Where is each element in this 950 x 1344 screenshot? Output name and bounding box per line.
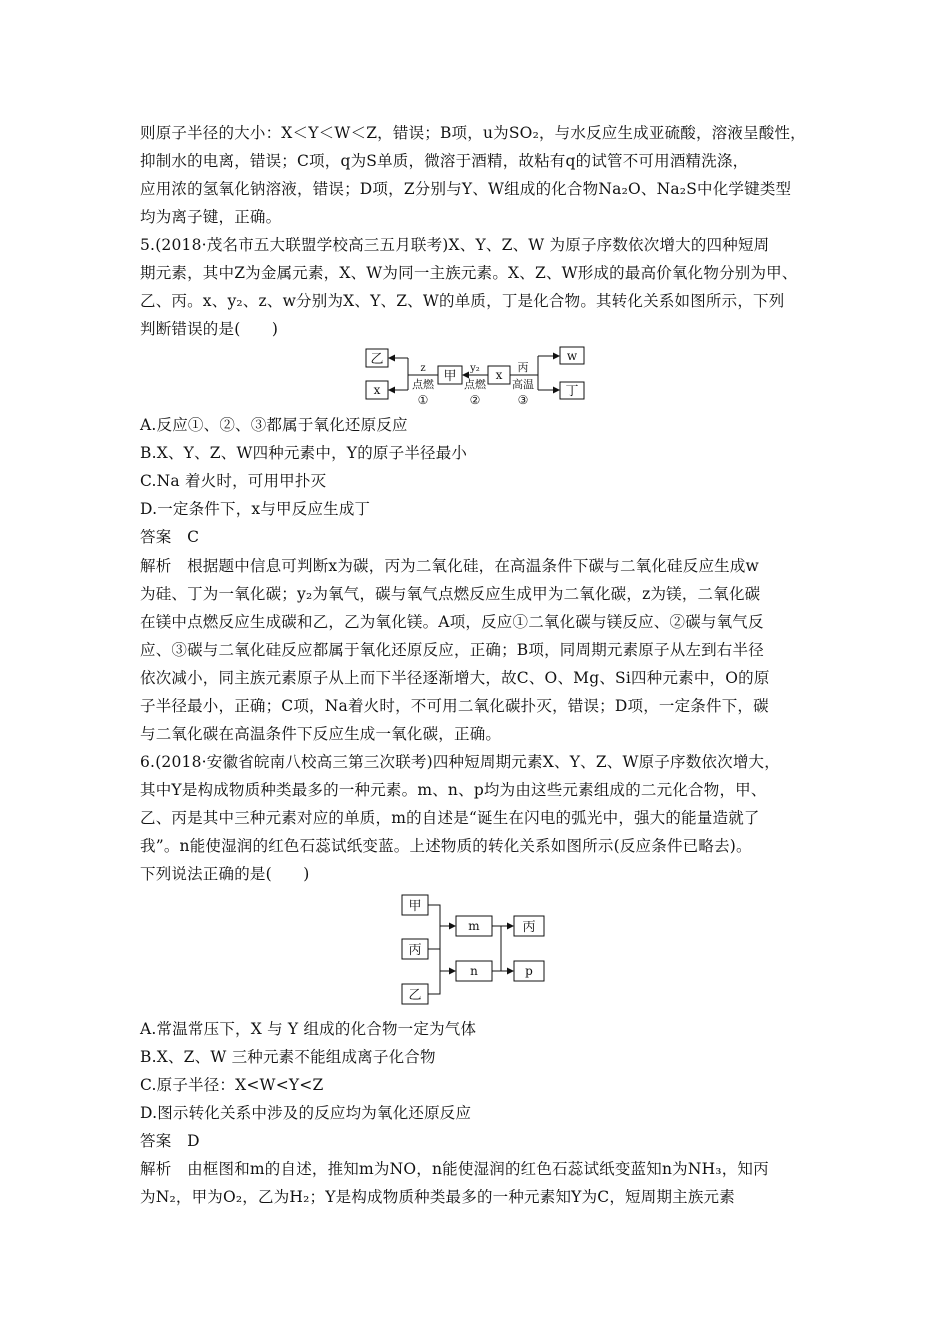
text-line: 我”。n能使湿润的红色石蕊试纸变蓝。上述物质的转化关系如图所示(反应条件已略去)。 <box>140 837 752 855</box>
text-line: 乙、丙是其中三种元素对应的单质，m的自述是“诞生在闪电的弧光中，强大的能量造就了 <box>140 809 760 827</box>
text-line: 应用浓的氢氧化钠溶液，错误；D项，Z分别与Y、W组成的化合物Na₂O、Na₂S中化学键类型 <box>140 180 792 198</box>
text-line: 下列说法正确的是( ) <box>140 865 310 883</box>
question-6-stem: 6.(2018·安徽省皖南八校高三第三次联考)四种短周期元素X、Y、Z、W原子序数依次增大， <box>140 753 780 771</box>
box-jia-label: 甲 <box>443 369 457 384</box>
connector-bing-yi-to-n <box>428 949 448 994</box>
box-ding-label: 丁 <box>565 384 579 399</box>
arrow-1-number: ① <box>417 393 429 407</box>
box-m-label: m <box>468 919 480 933</box>
box-bing-left-label: 丙 <box>408 943 422 958</box>
arrow-2-label-bottom: 点燃 <box>464 378 486 391</box>
analysis-line: 子半径最小，正确；C项，Na着火时，不可用二氧化碳扑灭，错误；D项，一定条件下，碳 <box>140 697 769 715</box>
option-c: C.Na 着火时，可用甲扑灭 <box>140 472 327 490</box>
text-line: 判断错误的是( ) <box>140 320 279 338</box>
box-n-label: n <box>470 964 478 978</box>
text-line: 期元素，其中Z为金属元素，X、W为同一主族元素。X、Z、W形成的最高价氧化物分别为甲、 <box>140 264 798 282</box>
arrow-1-label-top: z <box>420 363 426 374</box>
arrow-3-label-top: 丙 <box>517 361 529 374</box>
analysis-line: 在镁中点燃反应生成碳和乙，乙为氧化镁。A项，反应①二氧化碳与镁反应、②碳与氧气反 <box>140 613 764 631</box>
option-a: A.常温常压下，X 与 Y 组成的化合物一定为气体 <box>140 1020 477 1038</box>
analysis-line: 解析 由框图和m的自述，推知m为NO，n能使湿润的红色石蕊试纸变蓝知n为NH₃，知丙 <box>140 1160 769 1178</box>
box-x-mid-label: x <box>495 368 503 382</box>
analysis-line: 解析 根据题中信息可判断x为碳，丙为二氧化硅，在高温条件下碳与二氧化硅反应生成w <box>140 557 760 575</box>
analysis-line: 与二氧化碳在高温条件下反应生成一氧化碳，正确。 <box>140 725 502 743</box>
option-b: B.X、Y、Z、W四种元素中，Y的原子半径最小 <box>140 444 468 462</box>
box-jia-label: 甲 <box>408 899 422 914</box>
box-x-left-label: x <box>373 383 381 397</box>
box-p-label: p <box>525 964 533 978</box>
arrow-1-label-bottom: 点燃 <box>412 378 434 391</box>
analysis-line: 为硅、丁为一氧化碳；y₂为氧气，碳与氧气点燃反应生成甲为二氧化碳，z为镁，二氧化碳 <box>140 585 761 603</box>
arrow-3-number: ③ <box>517 393 529 407</box>
arrow-2-label-top: y₂ <box>470 363 480 374</box>
option-d: D.一定条件下，x与甲反应生成丁 <box>140 500 371 518</box>
option-a: A.反应①、②、③都属于氧化还原反应 <box>140 416 408 434</box>
connector-m-n-to-products <box>492 926 506 971</box>
analysis-line: 为N₂，甲为O₂，乙为H₂；Y是构成物质种类最多的一种元素知Y为C，短周期主族元素 <box>140 1188 735 1206</box>
answer: 答案 C <box>140 528 200 546</box>
reaction-diagram-2 <box>398 891 548 1009</box>
box-yi-label: 乙 <box>370 352 384 367</box>
text-line: 均为离子键，正确。 <box>140 208 282 226</box>
text-line: 抑制水的电离，错误；C项，q为S单质，微溶于酒精，故粘有q的试管不可用酒精洗涤， <box>140 152 749 170</box>
option-b: B.X、Z、W 三种元素不能组成离子化合物 <box>140 1048 436 1066</box>
text-line: 则原子半径的大小：X＜Y＜W＜Z，错误；B项，u为SO₂，与水反应生成亚硫酸，溶液呈酸性， <box>140 124 806 142</box>
text-line: 乙、丙。x、y₂、z、w分别为X、Y、Z、W的单质，丁是化合物。其转化关系如图所示，下列 <box>140 292 785 310</box>
option-c: C.原子半径：X<W<Y<Z <box>140 1076 324 1094</box>
box-yi-label: 乙 <box>408 988 422 1003</box>
arrow-2-number: ② <box>469 393 481 407</box>
text-line: 其中Y是构成物质种类最多的一种元素。m、n、p均为由这些元素组成的二元化合物，甲、 <box>140 781 767 799</box>
connector-jia-bing-to-m <box>428 905 448 949</box>
analysis-line: 应、③碳与二氧化硅反应都属于氧化还原反应，正确；B项，同周期元素原子从左到右半径 <box>140 641 764 659</box>
reaction-diagram-1 <box>360 344 590 410</box>
question-5-stem: 5.(2018·茂名市五大联盟学校高三五月联考)X、Y、Z、W 为原子序数依次增大的四种短周 <box>140 236 770 254</box>
option-d: D.图示转化关系中涉及的反应均为氧化还原反应 <box>140 1104 472 1122</box>
analysis-line: 依次减小，同主族元素原子从上而下半径逐渐增大，故C、O、Mg、Si四种元素中，O的原 <box>140 669 770 687</box>
box-bing-right-label: 丙 <box>522 920 536 935</box>
arrow-3-label-bottom: 高温 <box>512 378 534 391</box>
box-w-label: w <box>566 349 578 363</box>
answer: 答案 D <box>140 1132 200 1150</box>
